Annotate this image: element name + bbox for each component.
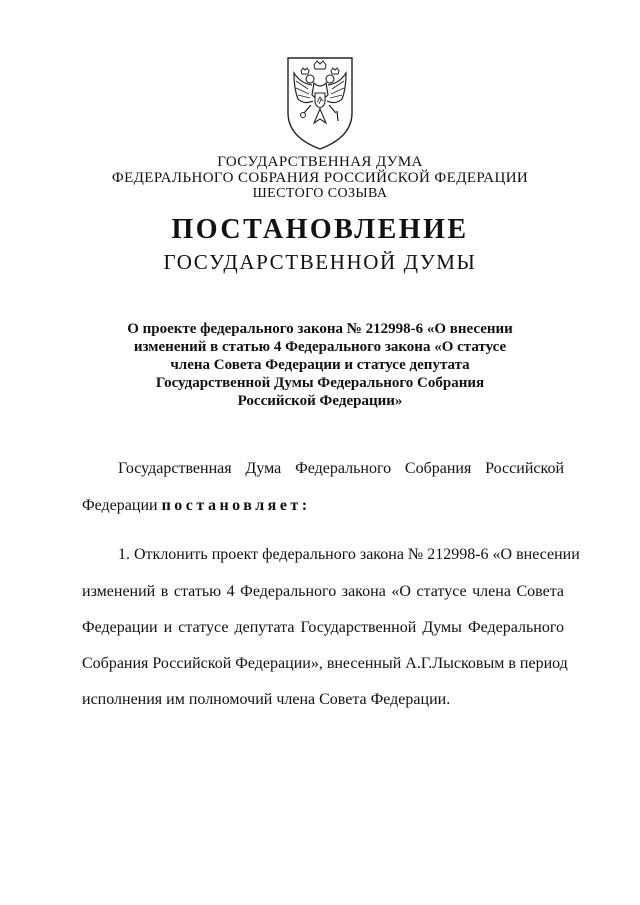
resolves-word: постановляет: <box>161 497 311 514</box>
subject-line: О проекте федерального закона № 212998-6 «О внесении <box>127 321 513 337</box>
convocation-header-line: ШЕСТОГО СОЗЫВА <box>252 186 388 201</box>
item-1-line: изменений в статью 4 Федерального закона «О статусе члена Совета <box>82 583 564 600</box>
subject-line: изменений в статью 4 Федерального закона «О статусе <box>133 339 507 355</box>
document-title: ПОСТАНОВЛЕНИЕ <box>171 214 469 245</box>
russian-coat-of-arms-icon <box>284 55 356 151</box>
resolution-subject <box>100 320 540 410</box>
preamble-line <box>82 496 564 516</box>
item-1-line: 1. Отклонить проект федерального закона № 212998-6 «О внесении <box>118 546 580 563</box>
item-1-line: исполнения им полномочий члена Совета Федерации. <box>82 691 451 708</box>
preamble-text: Федерации <box>82 497 162 514</box>
subject-line: Российской Федерации» <box>237 393 403 409</box>
subject-line: Государственной Думы Федерального Собрания <box>155 375 485 391</box>
federal-assembly-header-line: ФЕДЕРАЛЬНОГО СОБРАНИЯ РОССИЙСКОЙ ФЕДЕРАЦИИ <box>111 170 529 186</box>
document-subtitle: ГОСУДАРСТВЕННОЙ ДУМЫ <box>163 250 477 274</box>
duma-header-line: ГОСУДАРСТВЕННАЯ ДУМА <box>217 154 423 170</box>
item-1-line: Собрания Российской Федерации», внесенный А.Г.Лысковым в период <box>82 655 568 672</box>
subject-line: члена Совета Федерации и статусе депутата <box>170 357 470 373</box>
preamble-line: Государственная Дума Федерального Собрания Российской <box>118 460 564 477</box>
item-1-line: Федерации и статусе депутата Государственной Думы Федерального <box>82 619 564 636</box>
